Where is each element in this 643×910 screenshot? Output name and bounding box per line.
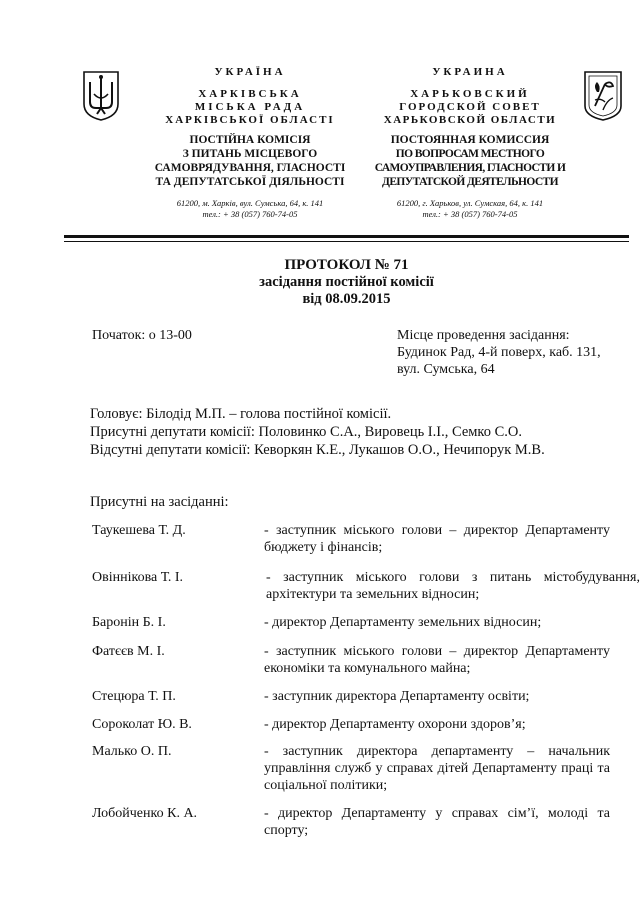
attendee-position: - директор Департаменту охорони здоров’я; <box>264 717 526 732</box>
attendee-name: Сороколат Ю. В. <box>92 717 192 732</box>
address: 61200, г. Харьков, ул. Сумская, 64, к. 141 <box>396 198 544 208</box>
council-line-1: ХАРКІВСЬКА <box>198 88 302 100</box>
attendee-name: Таукешева Т. Д. <box>92 523 186 538</box>
commission-line-2: ПО ВОПРОСАМ МЕСТНОГО <box>395 148 545 160</box>
coat-of-arms-ukraine-icon <box>82 70 120 122</box>
council-line-2: ГОРОДСКОЙ СОВЕТ <box>399 101 541 113</box>
council-line-2: МІСЬКА РАДА <box>194 101 306 113</box>
commission-line-4: ТА ДЕПУТАТСЬКОЇ ДІЯЛЬНОСТІ <box>155 176 345 188</box>
attendee-position: - директор Департаменту у справах сім’ї, молоді та спорту; <box>264 806 610 838</box>
council-line-3: ХАРКІВСЬКОЇ ОБЛАСТІ <box>165 114 335 126</box>
meeting-place <box>397 327 601 378</box>
commission-line-3: САМОУПРАВЛЕНИЯ, ГЛАСНОСТИ И <box>374 162 566 174</box>
commission-line-1: ПОСТІЙНА КОМІСІЯ <box>189 134 311 146</box>
meeting-start: Початок: о 13-00 <box>92 328 192 343</box>
protocol-date: від 08.09.2015 <box>302 291 391 307</box>
address: 61200, м. Харків, вул. Сумська, 64, к. 141 <box>176 198 324 208</box>
meeting-place-line: вул. Сумська, 64 <box>397 362 495 377</box>
attendee-position: - заступник міського голови – директор Департаменту економіки та комунального майна; <box>264 644 610 676</box>
attendee-position: - заступник міського голови з питань містобудування, архітектури та земельних відносин; <box>266 570 640 602</box>
attendee-position: - заступник директора департаменту – начальник управління служб у справах дітей Департаменту праці та соціальної політики; <box>264 744 610 793</box>
commission-line-4: ДЕПУТАТСКОЙ ДЕЯТЕЛЬНОСТИ <box>382 176 558 188</box>
meeting-place-line: Місце проведення засідання: <box>397 328 570 343</box>
protocol-title-block <box>64 257 629 308</box>
attendees-heading: Присутні на засіданні: <box>90 494 229 510</box>
attendee-name: Лобойченко К. А. <box>92 806 198 821</box>
attendee-position: - заступник міського голови – директор Департаменту бюджету і фінансів; <box>264 523 610 555</box>
council-line-1: ХАРЬКОВСКИЙ <box>410 88 530 100</box>
meeting-place-line: Будинок Рад, 4-й поверх, каб. 131, <box>397 345 601 360</box>
country-ru: УКРАИНА <box>432 66 508 78</box>
attendee-position: - заступник директора Департаменту освіти; <box>264 689 530 704</box>
header-divider-thick <box>64 235 629 238</box>
attendee-name: Малько О. П. <box>92 744 172 759</box>
present-deputies-line: Присутні депутати комісії: Половинко С.А., Вировець І.І., Семко С.О. <box>90 424 523 440</box>
commission-line-2: З ПИТАНЬ МІСЦЕВОГО <box>182 148 318 160</box>
phone: тел.: + 38 (057) 760-74-05 <box>422 209 518 219</box>
protocol-title: ПРОТОКОЛ № 71 <box>284 257 409 273</box>
absent-deputies-line: Відсутні депутати комісії: Кеворкян К.Е., Лукашов О.О., Нечипорук М.В. <box>90 442 545 458</box>
protocol-subtitle: засідання постійної комісії <box>259 274 434 290</box>
commission-line-1: ПОСТОЯННАЯ КОМИССИЯ <box>390 134 550 146</box>
attendee-name: Стецюра Т. П. <box>92 689 176 704</box>
attendee-position: - директор Департаменту земельних відносин; <box>264 615 542 630</box>
composition-block <box>90 405 545 459</box>
letterhead-right <box>350 66 590 220</box>
commission-line-3: САМОВРЯДУВАННЯ, ГЛАСНОСТІ <box>154 162 346 174</box>
phone: тел.: + 38 (057) 760-74-05 <box>202 209 298 219</box>
attendee-name: Фатєєв М. І. <box>92 644 165 659</box>
letterhead-left <box>130 66 370 220</box>
attendee-name: Овіннікова Т. І. <box>92 570 184 585</box>
attendee-name: Баронін Б. І. <box>92 615 166 630</box>
council-line-3: ХАРЬКОВСКОЙ ОБЛАСТИ <box>383 114 557 126</box>
chair-line: Головує: Білодід М.П. – голова постійної комісії. <box>90 406 392 422</box>
country-uk: УКРАЇНА <box>214 66 286 78</box>
header-divider-thin <box>64 241 629 242</box>
